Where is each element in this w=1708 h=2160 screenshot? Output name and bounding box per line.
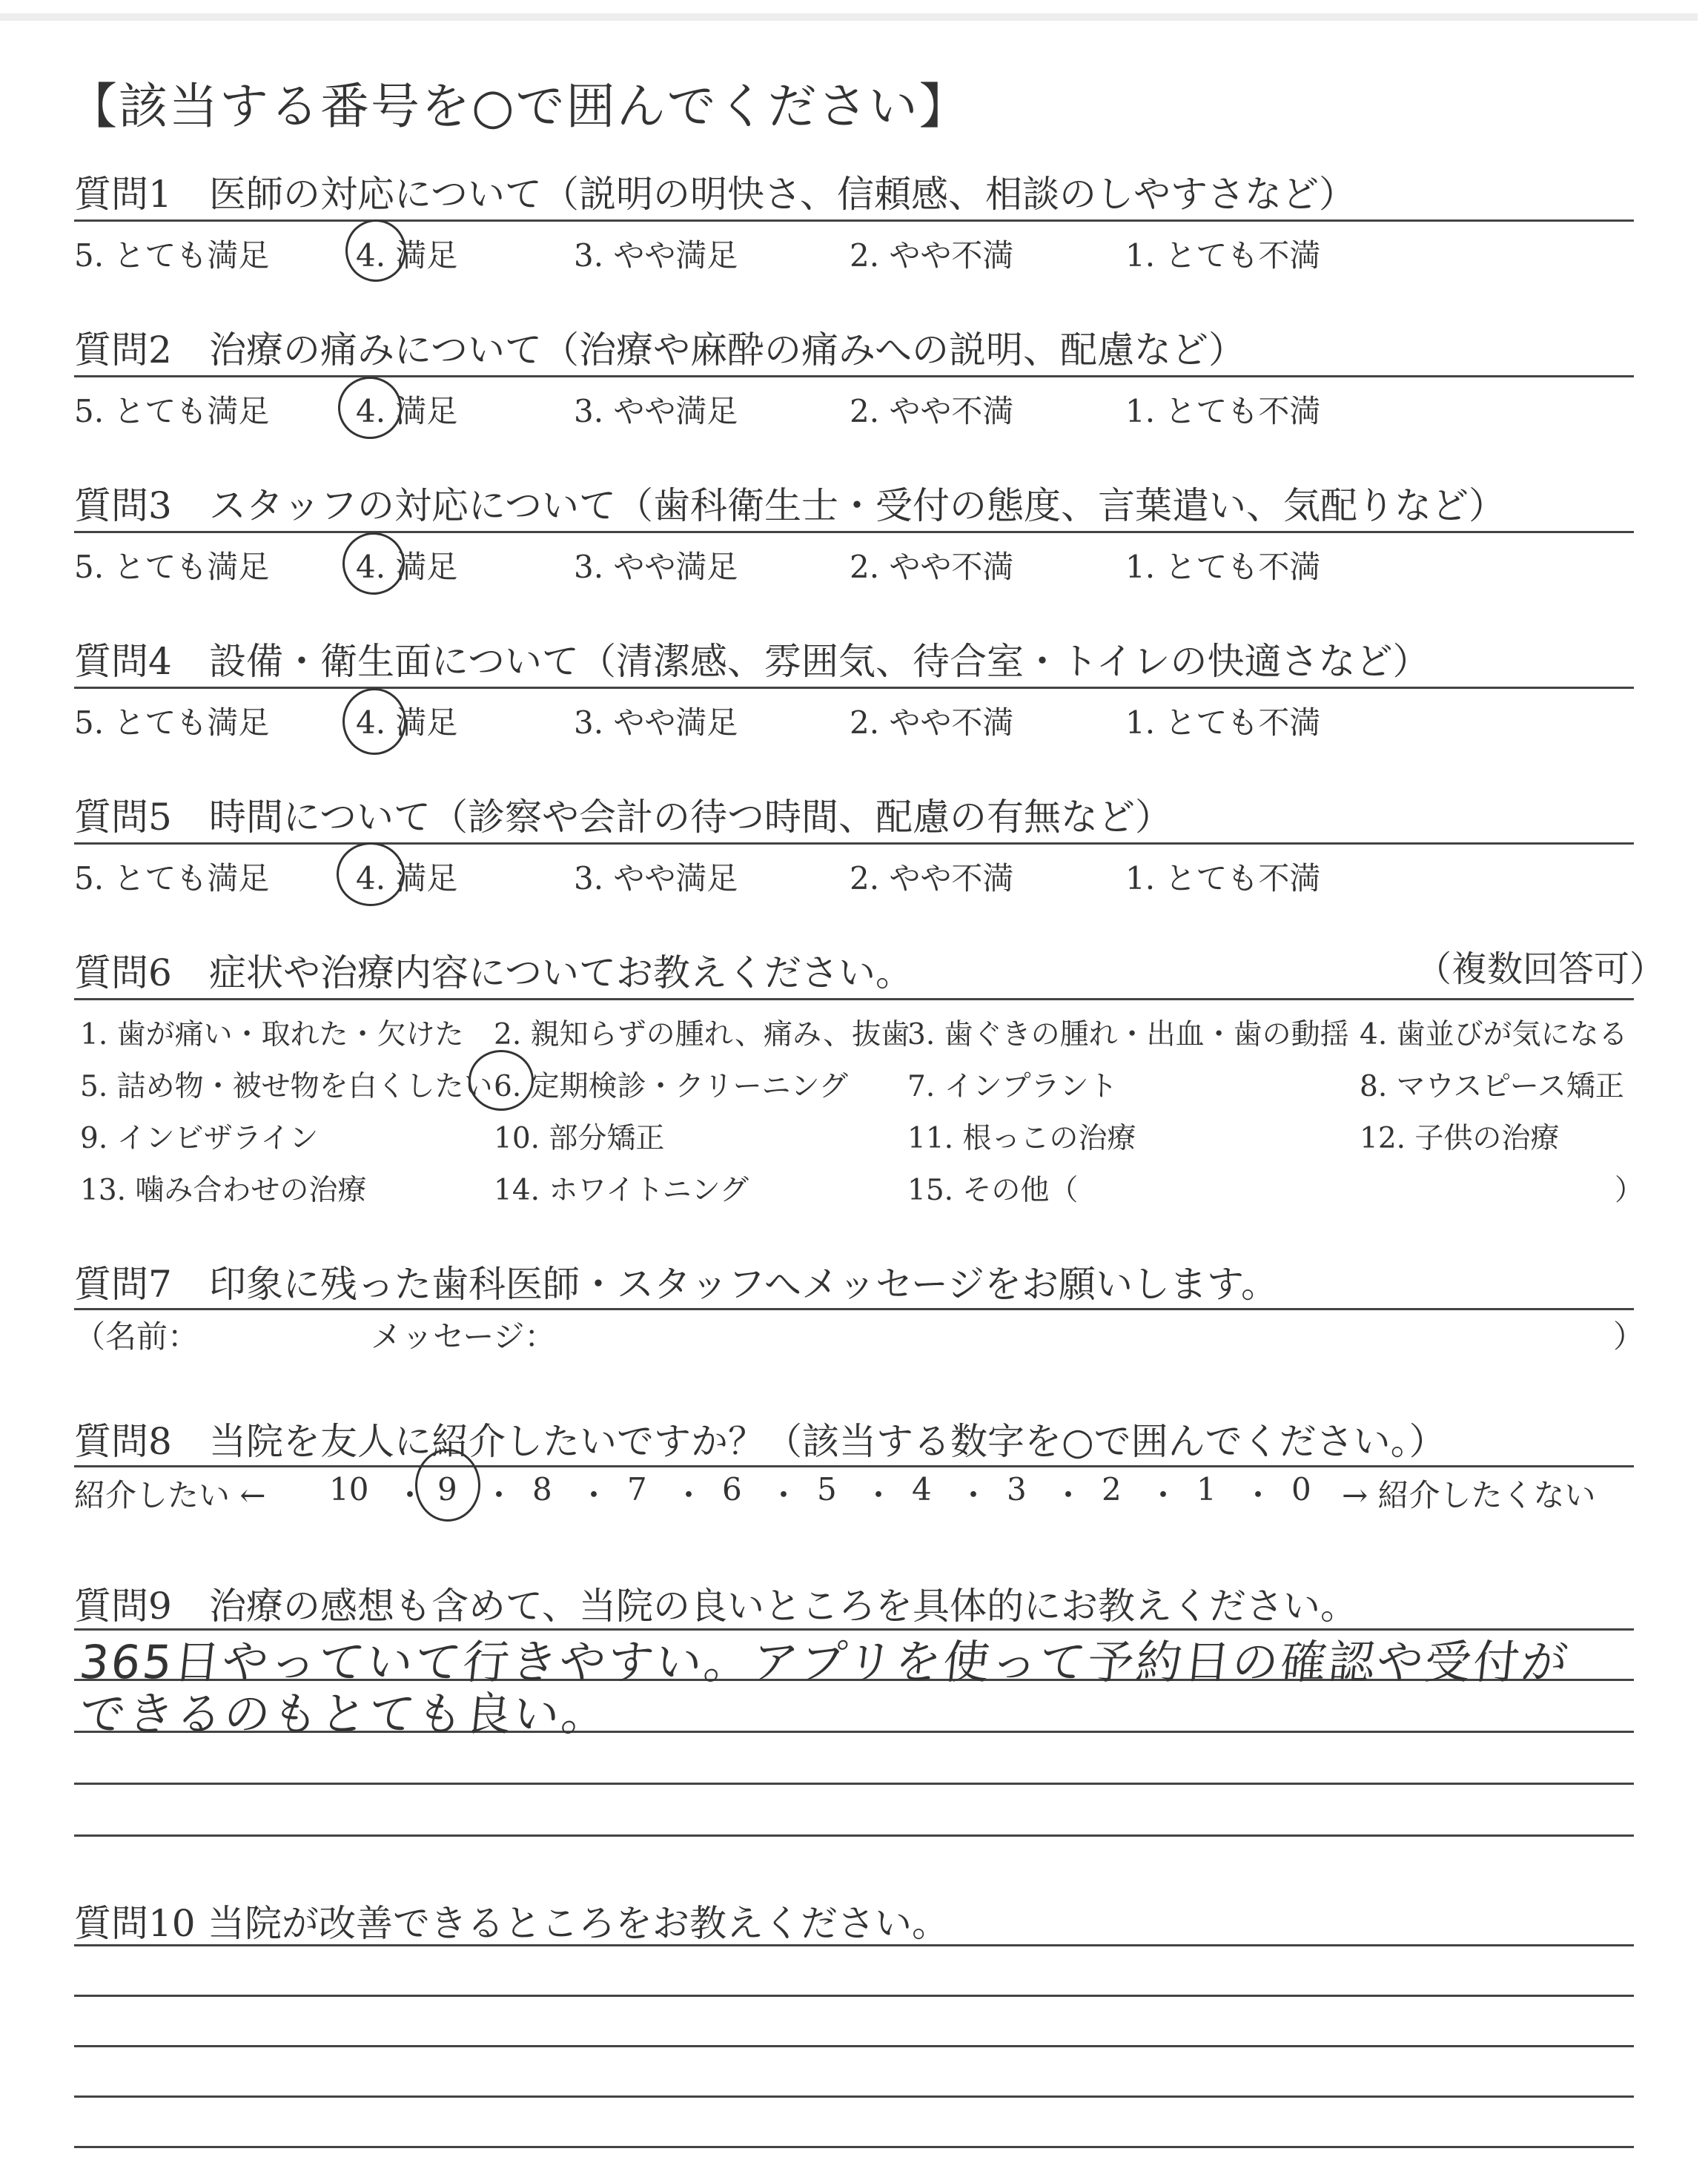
question-6-title	[74, 943, 913, 997]
question-text: 時間について（診察や会計の待つ時間、配慮の有無など）	[209, 796, 1172, 839]
question-4-title	[74, 632, 1430, 685]
question-number: 質問6	[74, 951, 172, 994]
option-1[interactable]: 1. とても不満	[1125, 704, 1321, 741]
other-close-paren: ）	[1615, 1174, 1644, 1207]
form-instruction-header: 【該当する番号を○で囲んでください】	[68, 78, 970, 135]
option-4[interactable]: 4. 満足	[356, 860, 458, 896]
rule	[74, 531, 1634, 533]
option-3[interactable]: 3. やや満足	[574, 549, 738, 585]
treatment-option-7[interactable]: 7. インプラント	[907, 1070, 1118, 1103]
treatment-option-8[interactable]: 8. マウスピース矯正	[1360, 1070, 1624, 1103]
rule	[74, 1308, 1634, 1310]
scale-0[interactable]: 0	[1291, 1471, 1311, 1507]
question-number: 質問10	[74, 1902, 196, 1945]
treatment-option-9[interactable]: 9. インビザライン	[80, 1122, 319, 1155]
question-text: 治療の痛みについて（治療や麻酔の痛みへの説明、配慮など）	[209, 328, 1245, 371]
scale-10[interactable]: 10	[329, 1471, 369, 1507]
hand-drawn-circle	[342, 688, 406, 755]
question-number: 質問3	[74, 484, 172, 527]
question-number: 質問4	[74, 640, 172, 683]
handwritten-answer-line-1: 365日やっていて行きやすい。アプリを使って予約日の確認や受付が	[76, 1635, 1573, 1689]
treatment-option-5[interactable]: 5. 詰め物・被せ物を白くしたい	[80, 1070, 493, 1103]
question-text: 当院が改善できるところをお教えください。	[208, 1902, 949, 1945]
question-2-title	[74, 320, 1245, 374]
treatment-option-10[interactable]: 10. 部分矯正	[494, 1122, 665, 1155]
scale-1[interactable]: 1	[1196, 1471, 1217, 1507]
question-7-title	[74, 1255, 1278, 1308]
scale-5[interactable]: 5	[817, 1471, 837, 1507]
question-number: 質問1	[74, 173, 172, 216]
option-2[interactable]: 2. やや不満	[850, 860, 1014, 896]
treatment-option-4[interactable]: 4. 歯並びが気になる	[1360, 1018, 1628, 1051]
option-5[interactable]: 5. とても満足	[74, 704, 270, 741]
hand-drawn-circle	[345, 219, 406, 282]
hand-drawn-circle	[415, 1449, 480, 1522]
rule	[74, 998, 1634, 1000]
option-2[interactable]: 2. やや不満	[850, 549, 1014, 585]
question-1-title	[74, 165, 1356, 218]
hand-drawn-circle	[469, 1050, 534, 1111]
scale-3[interactable]: 3	[1007, 1471, 1027, 1507]
option-5[interactable]: 5. とても満足	[74, 393, 270, 429]
message-close-paren: ）	[1613, 1318, 1645, 1355]
scale-left-label: 紹介したい ←	[74, 1477, 266, 1513]
answer-line	[74, 1783, 1634, 1785]
option-1[interactable]: 1. とても不満	[1125, 393, 1321, 429]
question-text: 設備・衛生面について（清潔感、雰囲気、待合室・トイレの快適さなど）	[209, 640, 1430, 683]
option-4[interactable]: 4. 満足	[356, 393, 458, 429]
message-label: メッセージ：	[371, 1318, 556, 1355]
scale-right-label: → 紹介したくない	[1342, 1477, 1596, 1513]
option-3[interactable]: 3. やや満足	[574, 704, 738, 741]
question-text: 当院を友人に紹介したいですか？（該当する数字を○で囲んでください。）	[209, 1420, 1446, 1463]
answer-line	[74, 2146, 1634, 2148]
answer-line	[74, 2095, 1634, 2098]
option-1[interactable]: 1. とても不満	[1125, 237, 1321, 274]
treatment-option-15[interactable]: 15. その他（	[907, 1174, 1079, 1207]
treatment-option-1[interactable]: 1. 歯が痛い・取れた・欠けた	[80, 1018, 464, 1051]
answer-line	[74, 2045, 1634, 2047]
question-text: 医師の対応について（説明の明快さ、信頼感、相談のしやすさなど）	[209, 173, 1356, 216]
scale-2[interactable]: 2	[1102, 1471, 1122, 1507]
option-2[interactable]: 2. やや不満	[850, 237, 1014, 274]
option-1[interactable]: 1. とても不満	[1125, 549, 1321, 585]
option-5[interactable]: 5. とても満足	[74, 549, 270, 585]
question-10-title	[74, 1894, 949, 1947]
question-number: 質問7	[74, 1263, 172, 1306]
scale-4[interactable]: 4	[912, 1471, 932, 1507]
scan-edge	[0, 13, 1698, 21]
rule	[74, 687, 1634, 689]
handwritten-answer-line-2: できるのもとても良い。	[76, 1687, 613, 1741]
rule	[74, 1465, 1634, 1467]
question-number: 質問9	[74, 1585, 172, 1628]
question-text: 症状や治療内容についてお教えください。	[209, 951, 913, 994]
question-number: 質問5	[74, 796, 172, 839]
question-3-title	[74, 476, 1506, 529]
scale-7[interactable]: 7	[627, 1471, 647, 1507]
treatment-option-3[interactable]: 3. 歯ぐきの腫れ・出血・歯の動揺	[907, 1018, 1349, 1051]
question-text: 治療の感想も含めて、当院の良いところを具体的にお教えください。	[209, 1585, 1357, 1628]
scale-8[interactable]: 8	[532, 1471, 552, 1507]
hand-drawn-circle	[337, 842, 405, 906]
treatment-option-13[interactable]: 13. 噛み合わせの治療	[80, 1174, 367, 1207]
answer-line	[74, 1834, 1634, 1837]
question-number: 質問2	[74, 328, 172, 371]
treatment-option-11[interactable]: 11. 根っこの治療	[907, 1122, 1136, 1155]
option-2[interactable]: 2. やや不満	[850, 704, 1014, 741]
hand-drawn-circle	[342, 532, 405, 595]
option-3[interactable]: 3. やや満足	[574, 237, 738, 274]
scale-6[interactable]: 6	[722, 1471, 742, 1507]
scale-9[interactable]: 9	[437, 1471, 457, 1507]
question-text: 印象に残った歯科医師・スタッフへメッセージをお願いします。	[209, 1263, 1278, 1306]
question-5-title	[74, 787, 1172, 841]
treatment-option-2[interactable]: 2. 親知らずの腫れ、痛み、抜歯	[494, 1018, 910, 1051]
answer-line	[74, 1944, 1634, 1946]
option-4[interactable]: 4. 満足	[356, 237, 458, 274]
option-4[interactable]: 4. 満足	[356, 704, 458, 741]
rule	[74, 375, 1634, 377]
treatment-option-6[interactable]: 6. 定期検診・クリーニング	[494, 1070, 848, 1103]
rule	[74, 842, 1634, 845]
option-2[interactable]: 2. やや不満	[850, 393, 1014, 429]
option-1[interactable]: 1. とても不満	[1125, 860, 1321, 896]
treatment-option-12[interactable]: 12. 子供の治療	[1360, 1122, 1560, 1155]
name-label: （名前：	[74, 1318, 199, 1355]
option-3[interactable]: 3. やや満足	[574, 860, 738, 896]
answer-line	[74, 1995, 1634, 1997]
question-8-title	[74, 1412, 1446, 1465]
option-4[interactable]: 4. 満足	[356, 549, 458, 585]
option-5[interactable]: 5. とても満足	[74, 860, 270, 896]
rule	[74, 219, 1634, 222]
option-3[interactable]: 3. やや満足	[574, 393, 738, 429]
hand-drawn-circle	[338, 377, 402, 439]
question-number: 質問8	[74, 1420, 172, 1463]
treatment-option-14[interactable]: 14. ホワイトニング	[494, 1174, 749, 1207]
question-text: スタッフの対応について（歯科衛生士・受付の態度、言葉遣い、気配りなど）	[209, 484, 1506, 527]
question-9-title	[74, 1576, 1357, 1630]
multiple-answers-note: （複数回答可）	[1415, 948, 1665, 990]
option-5[interactable]: 5. とても満足	[74, 237, 270, 274]
